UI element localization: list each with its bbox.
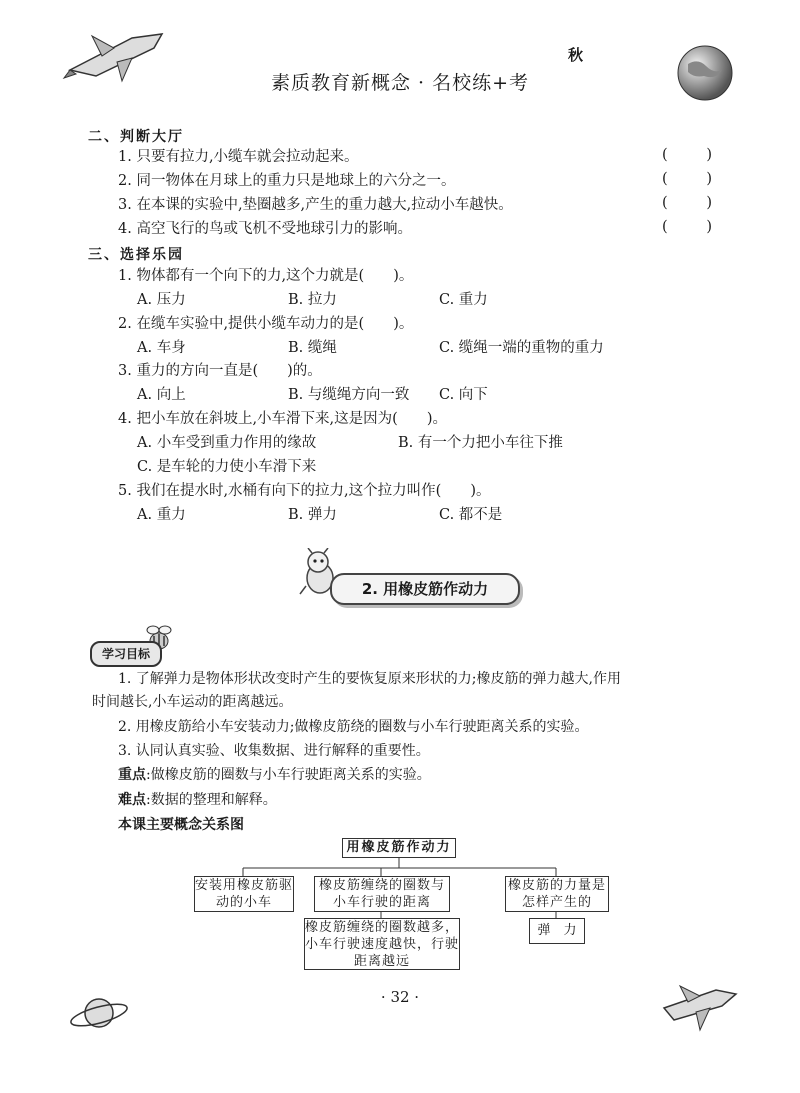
answer-paren[interactable]: ( ) bbox=[662, 219, 712, 235]
choice-q4-option-c[interactable]: C. 是车轮的力使小车滑下来 bbox=[137, 459, 317, 475]
choice-q3-option-a[interactable]: A. 向上 bbox=[137, 387, 186, 403]
answer-paren[interactable]: ( ) bbox=[662, 147, 712, 163]
concept-root: 用橡皮筋作动力 bbox=[342, 838, 456, 858]
concept-right: 橡皮筋的力量是怎样产生的 bbox=[505, 876, 609, 912]
key-point-label: 重点 bbox=[118, 767, 146, 783]
goal-1-line-1: 1. 了解弹力是物体形状改变时产生的要恢复原来形状的力;橡皮筋的弹力越大,作用 bbox=[118, 671, 621, 687]
answer-paren[interactable]: ( ) bbox=[662, 171, 712, 187]
concept-left: 安装用橡皮筋驱动的小车 bbox=[195, 878, 294, 910]
choice-q4-stem: 4. 把小车放在斜坡上,小车滑下来,这是因为( )。 bbox=[118, 411, 447, 427]
choice-q2-stem: 2. 在缆车实验中,提供小缆车动力的是( )。 bbox=[118, 316, 414, 332]
choice-q2-option-a[interactable]: A. 车身 bbox=[137, 340, 186, 356]
choice-q1-option-a[interactable]: A. 压力 bbox=[137, 292, 186, 308]
choice-q5-option-b[interactable]: B. 弹力 bbox=[288, 507, 337, 523]
concept-right-sub: 弹 力 bbox=[529, 918, 585, 944]
judge-item-1: 1. 只要有拉力,小缆车就会拉动起来。 bbox=[118, 149, 359, 165]
choice-q4-option-b[interactable]: B. 有一个力把小车往下推 bbox=[398, 435, 563, 451]
space-shuttle-icon bbox=[660, 980, 738, 1034]
section-title-choice: 三、选择乐园 bbox=[88, 247, 184, 263]
difficult-point: 难点:数据的整理和解释。 bbox=[118, 792, 277, 808]
choice-q5-option-a[interactable]: A. 重力 bbox=[137, 507, 186, 523]
judge-item-3: 3. 在本课的实验中,垫圈越多,产生的重力越大,拉动小车越快。 bbox=[118, 197, 513, 213]
concept-middle: 橡皮筋缠绕的圈数与小车行驶的距离 bbox=[314, 876, 450, 912]
judge-item-2: 2. 同一物体在月球上的重力只是地球上的六分之一。 bbox=[118, 173, 456, 189]
goal-2: 2. 用橡皮筋给小车安装动力;做橡皮筋绕的圈数与小车行驶距离关系的实验。 bbox=[118, 719, 589, 735]
choice-q2-option-c[interactable]: C. 缆绳一端的重物的重力 bbox=[439, 340, 604, 356]
choice-q1-option-b[interactable]: B. 拉力 bbox=[288, 292, 337, 308]
difficult-point-label: 难点 bbox=[118, 792, 146, 808]
choice-q1-option-c[interactable]: C. 重力 bbox=[439, 292, 488, 308]
page-number: · 32 · bbox=[380, 988, 420, 1006]
choice-q4-option-a[interactable]: A. 小车受到重力作用的缘故 bbox=[137, 435, 317, 451]
choice-q1-stem: 1. 物体都有一个向下的力,这个力就是( )。 bbox=[118, 268, 414, 284]
choice-q3-option-b[interactable]: B. 与缆绳方向一致 bbox=[288, 387, 410, 403]
planet-icon bbox=[68, 990, 130, 1036]
page-header-title: 素质教育新概念 · 名校练+考 bbox=[270, 72, 530, 94]
lesson-title: 2. 用橡皮筋作动力 bbox=[330, 573, 520, 605]
choice-q3-option-c[interactable]: C. 向下 bbox=[439, 387, 488, 403]
judge-item-4: 4. 高空飞行的鸟或飞机不受地球引力的影响。 bbox=[118, 221, 412, 237]
concept-map-title: 本课主要概念关系图 bbox=[118, 817, 244, 833]
answer-paren[interactable]: ( ) bbox=[662, 195, 712, 211]
goal-3: 3. 认同认真实验、收集数据、进行解释的重要性。 bbox=[118, 743, 430, 759]
goal-1-line-2: 时间越长,小车运动的距离越远。 bbox=[92, 694, 293, 710]
key-point: 重点:做橡皮筋的圈数与小车行驶距离关系的实验。 bbox=[118, 767, 431, 783]
season-label: 秋 bbox=[568, 46, 584, 64]
section-title-judge: 二、判断大厅 bbox=[88, 129, 184, 145]
choice-q3-stem: 3. 重力的方向一直是( )的。 bbox=[118, 363, 322, 379]
choice-q5-option-c[interactable]: C. 都不是 bbox=[439, 507, 503, 523]
concept-middle-sub: 橡皮筋缠绕的圈数越多，小车行驶速度越快，行驶距离越远 bbox=[305, 920, 460, 969]
choice-q5-stem: 5. 我们在提水时,水桶有向下的拉力,这个拉力叫作( )。 bbox=[118, 483, 491, 499]
choice-q2-option-b[interactable]: B. 缆绳 bbox=[288, 340, 337, 356]
learning-goals-badge: 学习目标 bbox=[90, 641, 162, 667]
